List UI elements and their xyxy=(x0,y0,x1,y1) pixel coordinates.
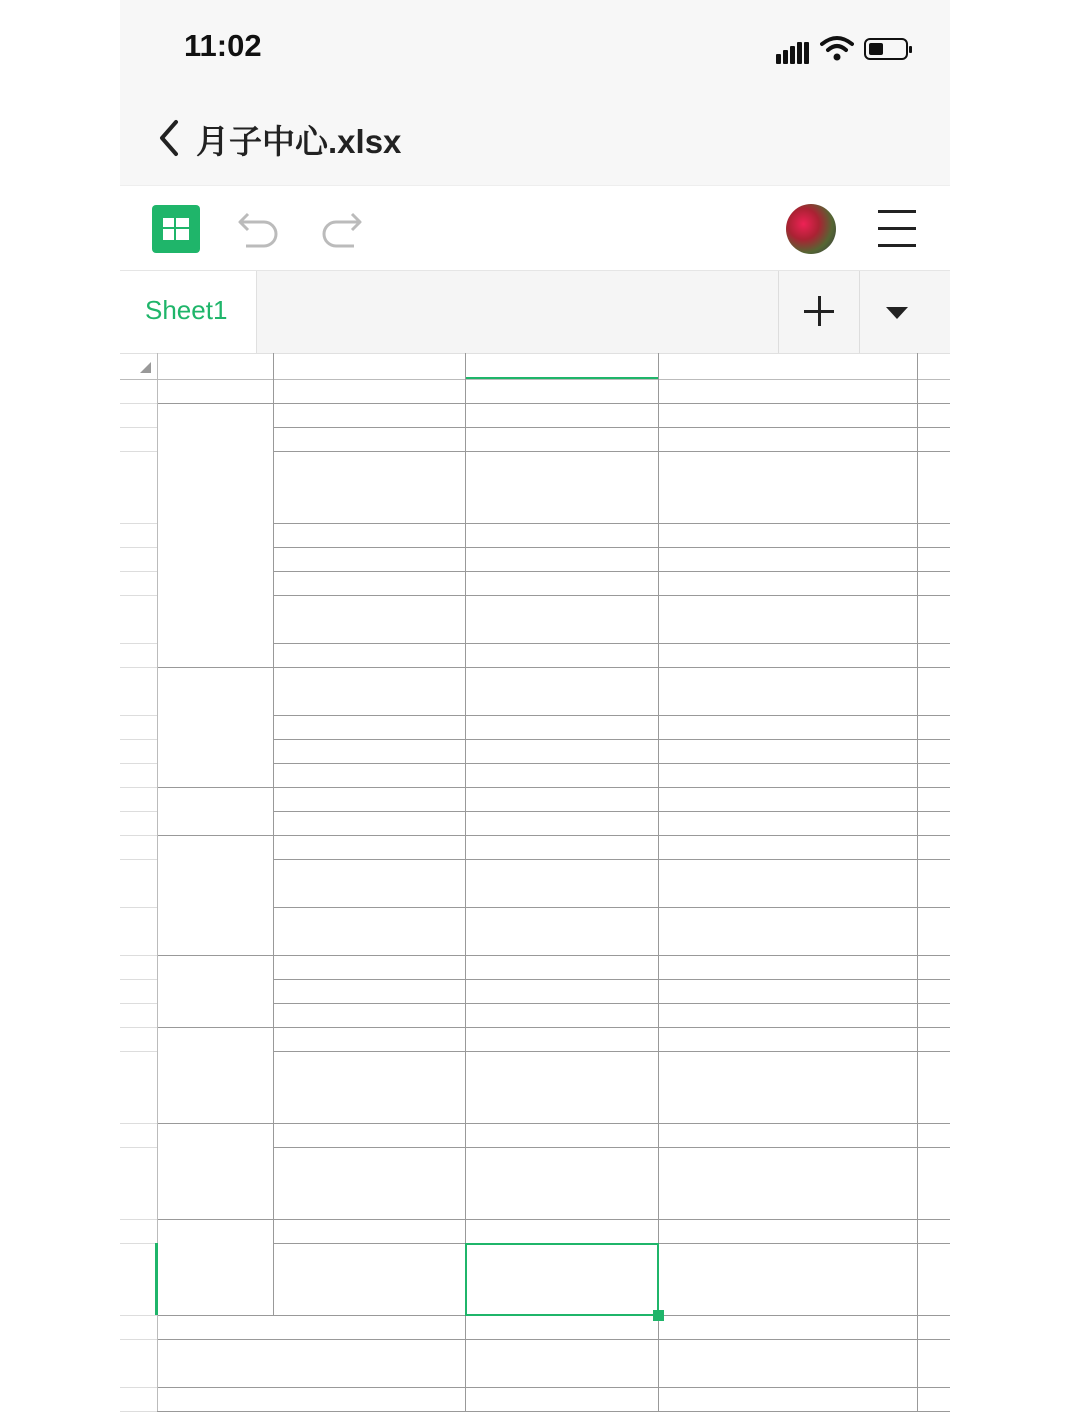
cell-b[interactable] xyxy=(277,667,465,715)
grid-line xyxy=(157,1387,950,1388)
avatar[interactable] xyxy=(786,204,836,254)
grid-line xyxy=(120,907,157,908)
grid-line xyxy=(120,1387,157,1388)
battery-icon xyxy=(864,38,908,60)
cell-b[interactable] xyxy=(277,403,465,427)
cell-b[interactable] xyxy=(277,619,465,643)
cell-c[interactable] xyxy=(469,595,658,643)
cell-b[interactable] xyxy=(277,1123,465,1147)
cell-d[interactable] xyxy=(662,523,917,547)
cell-c[interactable] xyxy=(469,403,658,427)
cell-b[interactable] xyxy=(277,571,465,595)
grid-line xyxy=(120,643,157,644)
cell-b[interactable] xyxy=(277,643,465,667)
tab-label: Sheet1 xyxy=(145,295,228,325)
wifi-icon xyxy=(820,34,854,62)
grid-line xyxy=(120,1123,157,1124)
status-time: 11:02 xyxy=(184,28,262,63)
cell-c[interactable] xyxy=(469,739,658,763)
active-row-indicator xyxy=(155,1243,158,1315)
cell-c[interactable] xyxy=(469,1219,658,1243)
grid-line xyxy=(157,667,950,668)
undo-icon[interactable] xyxy=(234,204,284,254)
cell-b[interactable] xyxy=(277,979,465,1003)
selection-handle[interactable] xyxy=(653,1310,664,1321)
grid-line xyxy=(120,595,157,596)
cell-b[interactable] xyxy=(277,1051,465,1123)
menu-icon[interactable] xyxy=(878,210,918,248)
cell-b[interactable] xyxy=(277,427,465,451)
grid-line xyxy=(120,523,157,524)
grid-line xyxy=(120,955,157,956)
grid-line xyxy=(120,739,157,740)
grid-line xyxy=(157,1339,950,1340)
cell-b[interactable] xyxy=(277,1003,465,1027)
cell-b[interactable] xyxy=(277,451,465,523)
grid-line xyxy=(157,1411,950,1412)
cell-b[interactable] xyxy=(277,763,465,787)
grid-line xyxy=(120,859,157,860)
dropdown-icon[interactable] xyxy=(886,307,908,319)
grid-line xyxy=(120,451,157,452)
redo-icon[interactable] xyxy=(316,204,366,254)
sheet-tab-bar xyxy=(120,270,950,354)
cell-c[interactable] xyxy=(469,427,658,451)
cell-d[interactable] xyxy=(662,379,917,403)
grid-line xyxy=(120,979,157,980)
grid-line xyxy=(120,811,157,812)
cellular-signal-icon xyxy=(776,38,810,64)
cell-b[interactable] xyxy=(277,955,465,979)
grid-line xyxy=(120,1003,157,1004)
grid-line xyxy=(120,1147,157,1148)
cell-b[interactable] xyxy=(277,787,465,811)
grid-line xyxy=(120,1051,157,1052)
grid-line xyxy=(120,403,157,404)
grid-line xyxy=(120,1219,157,1220)
grid-line xyxy=(120,571,157,572)
grid-line xyxy=(120,1027,157,1028)
cell-b[interactable] xyxy=(277,835,465,859)
grid-line xyxy=(120,1339,157,1340)
cell-b[interactable] xyxy=(277,1219,465,1243)
grid-line xyxy=(917,353,918,1411)
cell-b[interactable] xyxy=(277,547,465,571)
phone-screen xyxy=(120,0,950,1426)
cell-c[interactable] xyxy=(469,1027,658,1051)
grid-line xyxy=(120,1411,157,1412)
cell-b[interactable] xyxy=(277,739,465,763)
cell-b[interactable] xyxy=(277,1243,465,1315)
cell-d[interactable] xyxy=(662,859,917,907)
toolbar xyxy=(120,185,950,271)
add-sheet-icon[interactable] xyxy=(778,271,860,353)
grid-line xyxy=(120,427,157,428)
cell-e[interactable] xyxy=(921,499,950,523)
grid-line xyxy=(120,715,157,716)
cell-b[interactable] xyxy=(277,907,465,955)
grid-line xyxy=(120,1315,157,1316)
tab-sheet1[interactable] xyxy=(120,271,257,353)
grid-line xyxy=(120,763,157,764)
cell-b[interactable] xyxy=(277,523,465,547)
cell-d[interactable] xyxy=(662,403,917,427)
cell-d[interactable] xyxy=(662,499,917,523)
cell-b[interactable] xyxy=(277,811,465,835)
cell-e[interactable] xyxy=(921,379,950,403)
selected-cell[interactable] xyxy=(465,1243,659,1316)
sheets-app-icon[interactable] xyxy=(152,205,200,253)
cell-b[interactable] xyxy=(277,1147,465,1219)
grid-line xyxy=(120,1243,157,1244)
grid-line xyxy=(120,547,157,548)
file-title: 月子中心.xlsx xyxy=(196,123,402,160)
cell-d[interactable] xyxy=(662,907,917,955)
grid-line xyxy=(120,787,157,788)
grid-line xyxy=(120,835,157,836)
cell-d[interactable] xyxy=(662,835,917,859)
select-all-corner[interactable] xyxy=(140,362,151,373)
cell-c[interactable] xyxy=(469,835,658,859)
back-icon[interactable] xyxy=(154,118,184,158)
cell-d[interactable] xyxy=(662,739,917,763)
cell-e[interactable] xyxy=(921,403,950,427)
cell-c[interactable] xyxy=(469,379,658,403)
cell-b[interactable] xyxy=(277,883,465,907)
grid-line xyxy=(120,667,157,668)
grid-line xyxy=(157,787,950,788)
cell-d[interactable] xyxy=(662,955,917,979)
cell-b[interactable] xyxy=(277,1027,465,1051)
cell-b[interactable] xyxy=(277,715,465,739)
cell-c[interactable] xyxy=(469,1123,658,1147)
grid-line xyxy=(273,353,274,1315)
